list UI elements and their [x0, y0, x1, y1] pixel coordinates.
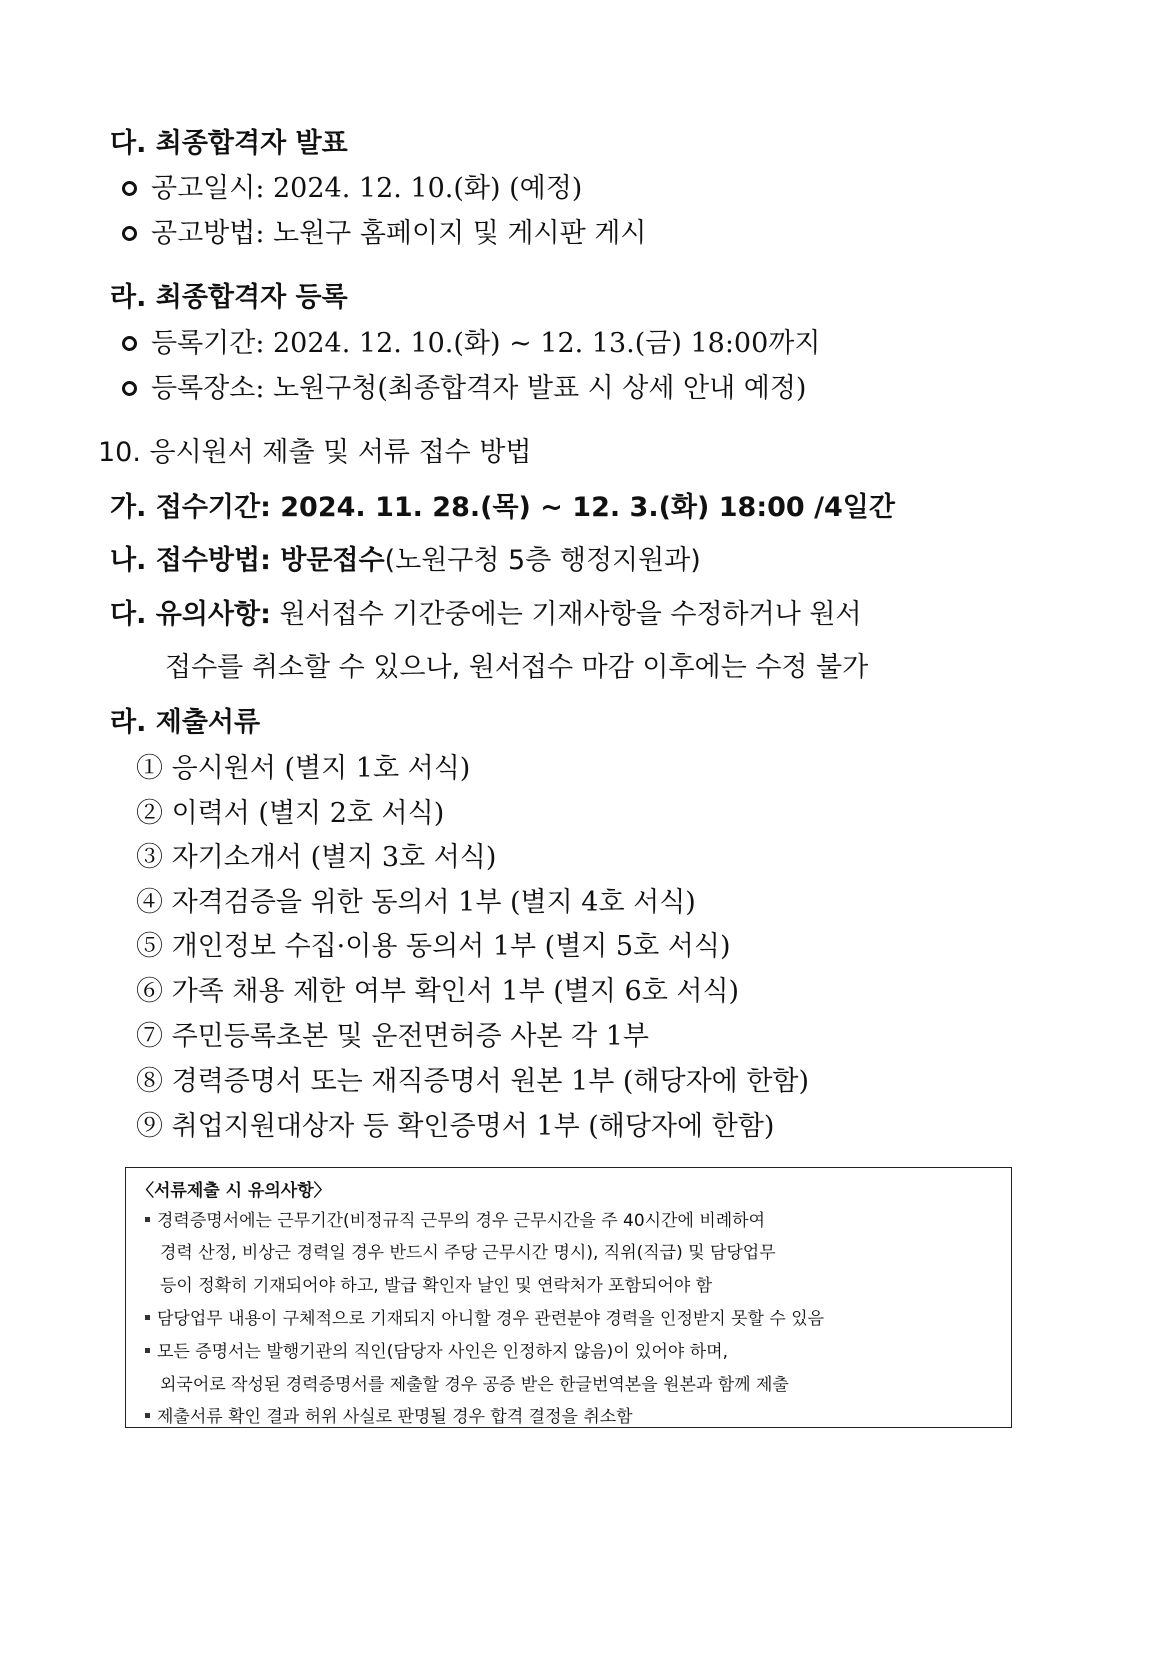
- notice-line: [145, 1344, 728, 1361]
- circle-bullet-icon: [122, 381, 137, 396]
- section-heading-final-announcement: 다. 최종합격자 발표: [110, 128, 348, 159]
- square-bullet-icon: [145, 1217, 150, 1222]
- notice-title: 〈서류제출 시 유의사항〉: [137, 1181, 331, 1201]
- section-heading-application: 10. 응시원서 제출 및 서류 접수 방법: [98, 437, 532, 468]
- notice-line: 외국어로 작성된 경력증명서를 제출할 경우 공증 받은 한글번역본을 원본과 함께 제출: [160, 1375, 789, 1395]
- notice-line: 경력 산정, 비상근 경력일 경우 반드시 주당 근무시간 명시), 직위(직급) 및 담당업무: [160, 1243, 776, 1263]
- notes-line: 원서접수 기간중에는 기재사항을 수정하거나 원서: [279, 599, 862, 630]
- method-label: 나. 접수방법: 방문접수: [110, 545, 385, 576]
- document-item: ⑨ 취업지원대상자 등 확인증명서 1부 (해당자에 한함): [136, 1111, 775, 1142]
- circle-bullet-icon: [122, 336, 137, 351]
- square-bullet-icon: [145, 1348, 150, 1353]
- square-bullet-icon: [145, 1413, 150, 1418]
- document-item: ③ 자기소개서 (별지 3호 서식): [136, 842, 497, 873]
- notice-text: 제출서류 확인 결과 허위 사실로 판명될 경우 합격 결정을 취소함: [157, 1407, 633, 1427]
- item-text: 등록기간: 2024. 12. 10.(화) ~ 12. 13.(금) 18:00까지: [151, 328, 821, 359]
- item-text: 등록장소: 노원구청(최종합격자 발표 시 상세 안내 예정): [151, 373, 807, 404]
- list-item: [122, 175, 582, 202]
- method-detail: (노원구청 5층 행정지원과): [384, 545, 701, 576]
- notice-line: [145, 1311, 824, 1328]
- document-item: ⑤ 개인정보 수집·이용 동의서 1부 (별지 5호 서식): [136, 931, 731, 962]
- list-item: [122, 375, 806, 402]
- notes: [110, 601, 862, 628]
- notice-text: 모든 증명서는 발행기관의 직인(담당자 사인은 인정하지 않음)이 있어야 하며,: [157, 1342, 728, 1362]
- square-bullet-icon: [145, 1315, 150, 1320]
- document-item: ⑥ 가족 채용 제한 여부 확인서 1부 (별지 6호 서식): [136, 976, 740, 1007]
- document-item: ② 이력서 (별지 2호 서식): [136, 798, 445, 829]
- application-period: 가. 접수기간: 2024. 11. 28.(목) ~ 12. 3.(화) 18:00 /4일간: [110, 492, 895, 523]
- list-item: [122, 330, 820, 357]
- notes-line: 접수를 취소할 수 있으나, 원서접수 마감 이후에는 수정 불가: [165, 652, 869, 683]
- document-item: ⑦ 주민등록초본 및 운전면허증 사본 각 1부: [136, 1021, 649, 1052]
- notice-text: 경력증명서에는 근무기간(비정규직 근무의 경우 근무시간을 주 40시간에 비례하여: [157, 1211, 766, 1231]
- circle-bullet-icon: [122, 226, 137, 241]
- application-method: [110, 547, 701, 574]
- document-item: ⑧ 경력증명서 또는 재직증명서 원본 1부 (해당자에 한함): [136, 1066, 810, 1097]
- item-text: 공고방법: 노원구 홈페이지 및 게시판 게시: [151, 218, 647, 249]
- notice-line: [145, 1213, 765, 1230]
- notice-text: 담당업무 내용이 구체적으로 기재되지 아니할 경우 관련분야 경력을 인정받지 못할 수 있음: [157, 1309, 825, 1329]
- document-item: ④ 자격검증을 위한 동의서 1부 (별지 4호 서식): [136, 887, 696, 918]
- circle-bullet-icon: [122, 181, 137, 196]
- document-item: ① 응시원서 (별지 1호 서식): [136, 753, 471, 784]
- item-text: 공고일시: 2024. 12. 10.(화) (예정): [151, 173, 583, 204]
- list-item: [122, 220, 646, 247]
- section-heading-documents: 라. 제출서류: [110, 707, 261, 738]
- section-heading-registration: 라. 최종합격자 등록: [110, 282, 348, 313]
- notice-line: 등이 정확히 기재되어야 하고, 발급 확인자 날인 및 연락처가 포함되어야 함: [160, 1276, 713, 1296]
- notice-line: [145, 1409, 633, 1426]
- notes-label: 다. 유의사항:: [110, 599, 271, 630]
